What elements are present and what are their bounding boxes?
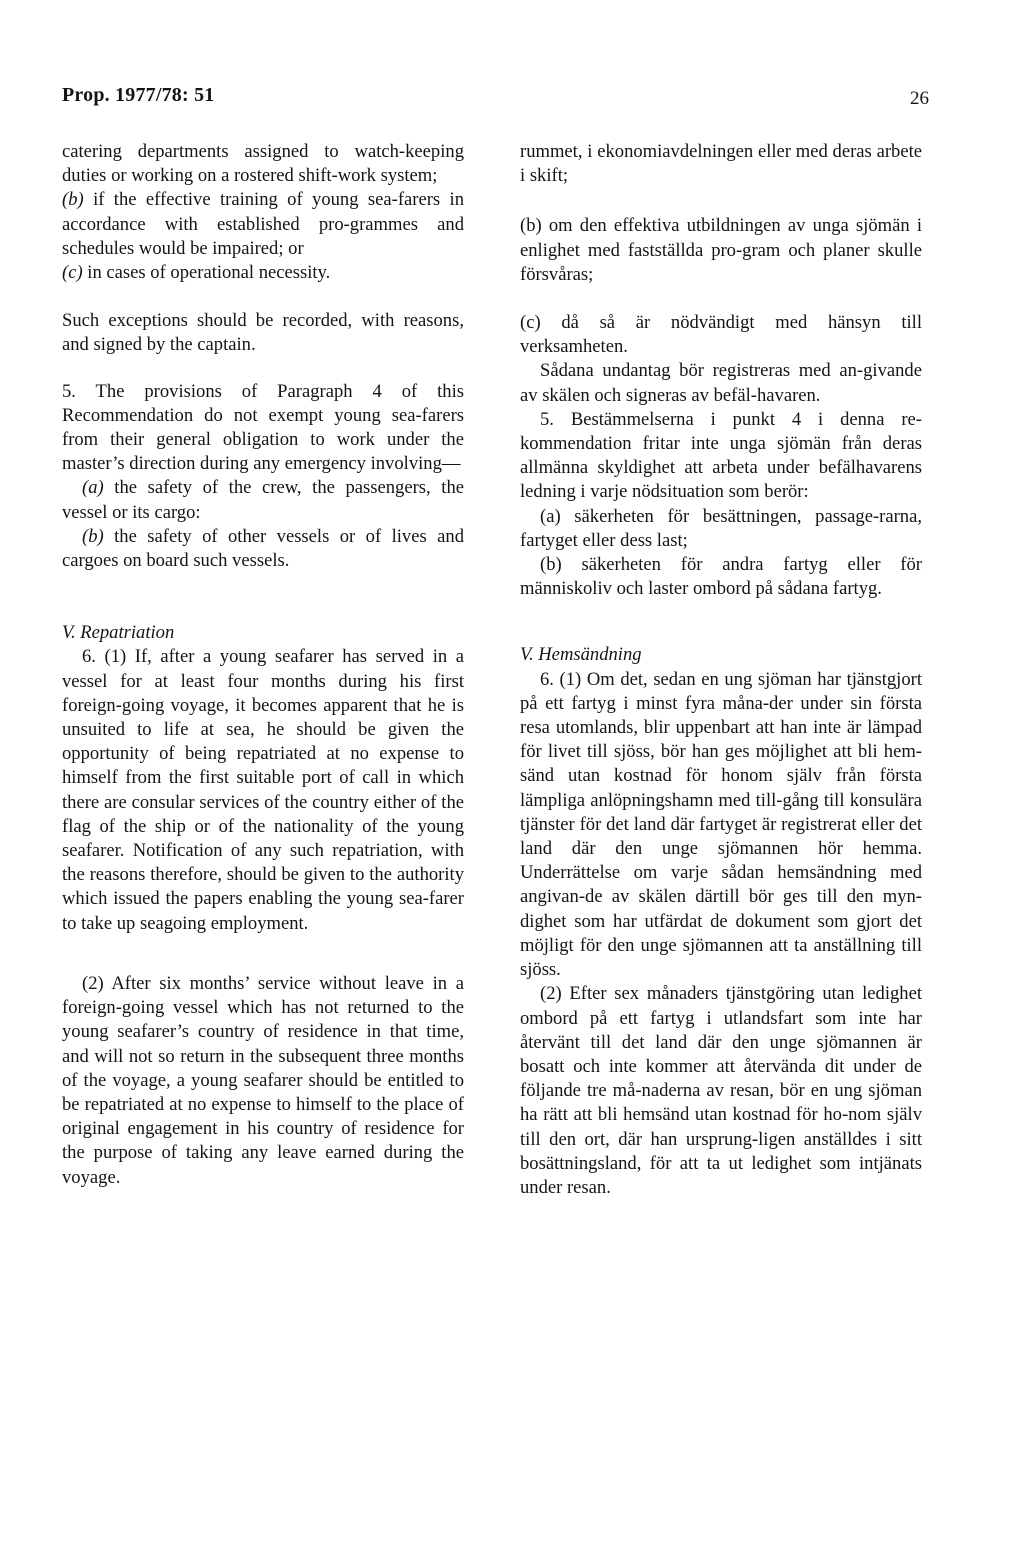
page-number: 26 [910,88,929,109]
proposition-reference: Prop. 1977/78: 51 [62,84,215,106]
sv-item-b-training: (b) om den effektiva utbildningen av unga sjömän i enlighet med fastställda pro-gram och planer skulle försvåras; [520,215,922,285]
sv-paragraph-6-2: (2) Efter sex månaders tjänstgöring utan ledighet ombord på ett fartyg i utlandsfart som inte har återvänt till det land där den unge sjömannen är bosatt och inte kommer att återvända dit under de följande tre må-naderna av resan, bör en ung sjöman ha rätt att bli hemsänd utan kostnad för ho-nom själv till den ort, där han ursprung-ligen anställdes i sitt bosättningsland, för att ta ut ledighet som intjänats under resan. [520,983,922,1198]
en-section-heading: V. Repatriation [62,622,175,644]
en-item-b-text: if the effective training of young sea-farers in accordance with established pro-grammes and schedules would be impaired; or [62,189,464,259]
en-item-b-label: (b) [62,189,84,211]
sv-item-a-safety: (a) säkerheten för besättningen, passage-rarna, fartyget eller dess last; [520,505,922,551]
en-item-c-necessity [62,261,464,285]
sv-section-heading: V. Hemsändning [520,644,642,666]
en-paragraph-5: 5. The provisions of Paragraph 4 of this Recommendation do not exempt young sea-farers from their general obligation to work under the master’s direction during any emergency involving— [62,380,464,475]
en-paragraph-6-2: (2) After six months’ service without leave in a foreign-going vessel which has not returned to the young seafarer’s country of residence in that time, and will not so return in the subsequent three months of the voyage, a young seafarer should be entitled to be repatriated at no expense to himself to the place of original engagement in his country of residence for the purpose of taking any leave earned during the voyage. [62,972,464,1188]
sv-paragraph-5: 5. Bestämmelserna i punkt 4 i denna re-kommendation fritar inte unga sjömän från deras allmänna skyldighet att arbeta under befälhavarens ledning i varje nödsituation som berör: [520,408,922,503]
en-item-b-training [62,188,464,261]
english-column [62,140,464,1190]
en-item-b2-text: the safety of other vessels or of lives and cargoes on board such vessels. [62,525,464,572]
en-item-c-label: (c) [62,262,83,284]
en-item-b-vessels [62,525,464,573]
en-catering-paragraph: catering departments assigned to watch-keeping duties or working on a rostered shift-work system; [62,141,464,187]
sv-paragraph-6-1: 6. (1) Om det, sedan en ung sjöman har tjänstgjort på ett fartyg i minst fyra måna-der under sin första resa utomlands, blir uppenbart att han inte är lämpad för livet till sjöss, bör han ges möjlighet att bli hem-sänd utan kostnad för honom själv från första lämpliga anlöpningshamn med till-gång till konsulära tjänster för det land där fartyget är registrerat eller det land där den unge sjömannen hör hemma. Underrättelse om varje sådan hemsändning med angivan-de av skälen därtill bör ges till den myn-dighet som har utfärdat de dokument som gjort det möjligt för den unge sjömannen att ta anställning till sjöss. [520,668,922,981]
swedish-column [520,140,922,1200]
en-item-a-safety [62,476,464,524]
en-item-b2-label: (b) [82,525,104,547]
en-item-a-text: the safety of the crew, the passengers, the vessel or its cargo: [62,477,464,523]
sv-item-c-necessity: (c) då så är nödvändigt med hänsyn till verksamheten. [520,312,922,358]
en-item-c-text: in cases of operational necessity. [82,262,331,284]
en-paragraph-6-1: 6. (1) If, after a young seafarer has served in a vessel for at least four months during his first foreign-going voyage, it becomes apparent that he is unsuited to life at sea, he should be given the opportunity of being repatriated at no expense to himself from the first suitable port of call in which there are consular services of the country either of the flag of the ship or of the nationality of the young seafarer. Notification of any such repatriation, with the reasons therefore, should be given to the authority which issued the papers enabling the young sea-farer to take up seagoing employment. [62,646,464,934]
sv-exceptions-paragraph: Sådana undantag bör registreras med an-givande av skälen och signeras av befäl-havaren. [520,360,922,406]
en-item-a-label: (a) [82,477,104,499]
sv-catering-paragraph: rummet, i ekonomiavdelningen eller med deras arbete i skift; [520,141,922,187]
en-exceptions-paragraph: Such exceptions should be recorded, with reasons, and signed by the captain. [62,310,464,356]
sv-item-b-vessels: (b) säkerheten för andra fartyg eller för människoliv och laster ombord på sådana fartyg. [520,554,922,600]
